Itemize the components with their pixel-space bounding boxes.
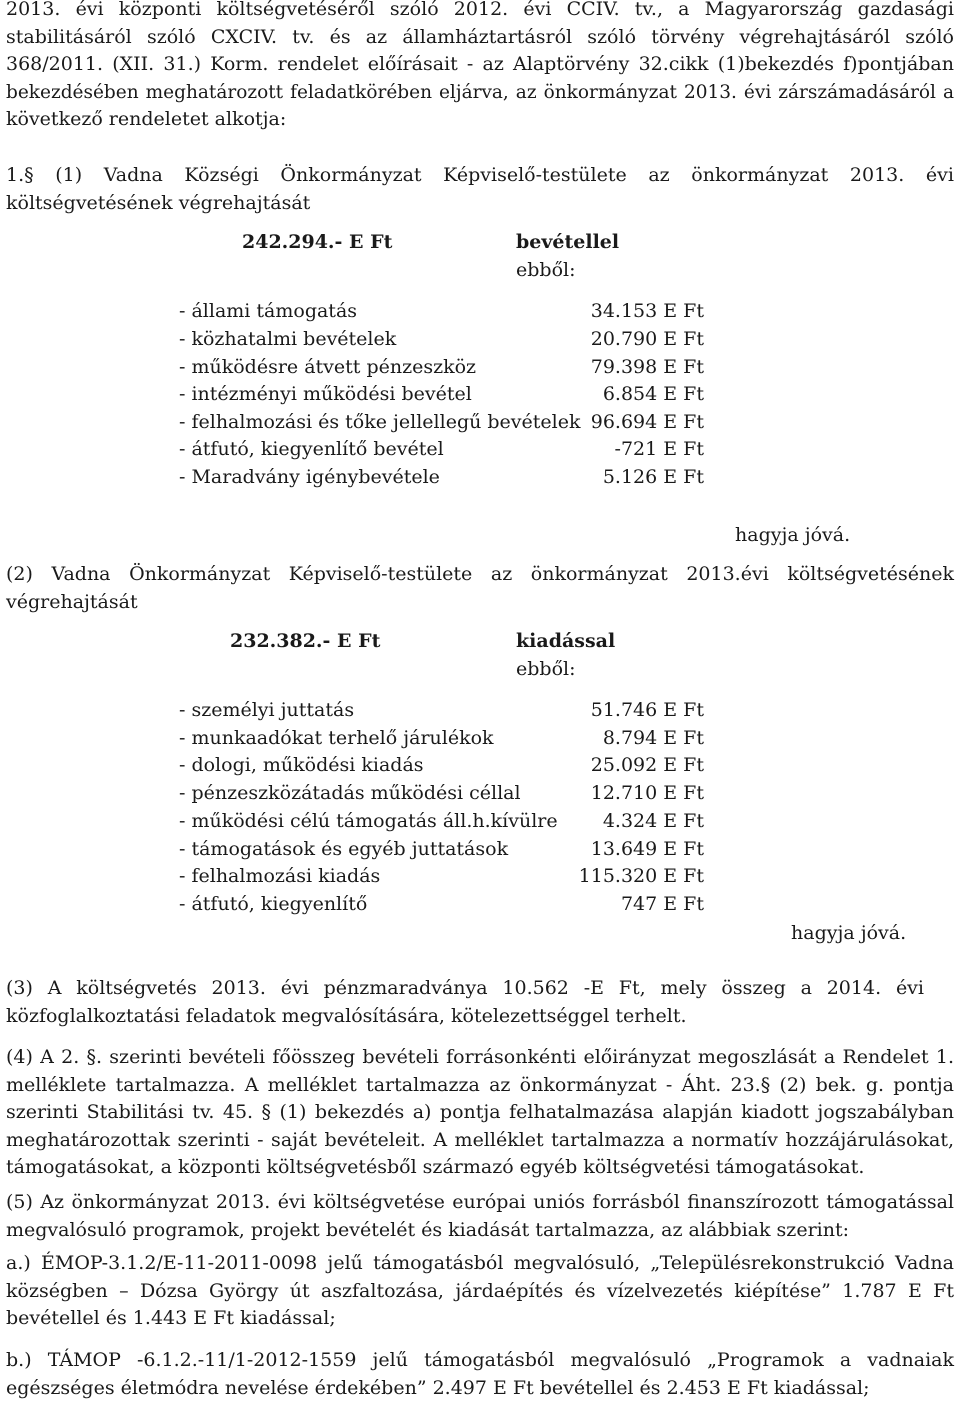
expense-row-label: - felhalmozási kiadás	[179, 865, 381, 887]
item-b-paragraph	[6, 1347, 954, 1402]
revenue-row	[6, 381, 954, 408]
section-1-line: 1.§ (1) Vadna Községi Önkormányzat Képviselő-testülete az önkormányzat 2013. évi	[6, 164, 954, 186]
revenue-row-label: - állami támogatás	[179, 300, 358, 322]
revenue-total: 242.294.- E Ft	[242, 231, 393, 253]
revenue-row-label: - közhatalmi bevételek	[179, 328, 397, 350]
expense-approve: hagyja jóvá.	[791, 922, 907, 944]
section-4-paragraph	[6, 1044, 954, 1182]
item-a-line: bevétellel és 1.443 E Ft kiadással;	[6, 1307, 336, 1329]
section-3-line: (3) A költségvetés 2013. évi pénzmaradványa 10.562 -E Ft, mely összeg a 2014. évi	[6, 977, 924, 999]
section-5-paragraph	[6, 1189, 954, 1244]
revenue-row-label: - felhalmozási és tőke jellellegű bevételek	[179, 411, 581, 433]
section-2-line: (2) Vadna Önkormányzat Képviselő-testülete az önkormányzat 2013.évi költségvetésének	[6, 563, 954, 585]
revenue-row	[6, 326, 954, 353]
revenue-row-value: 79.398 E Ft	[590, 356, 704, 378]
section-3-paragraph	[6, 975, 924, 1030]
expense-row-value: 4.324 E Ft	[602, 810, 704, 832]
revenue-row-label: - átfutó, kiegyenlítő bevétel	[179, 438, 444, 460]
section-3-line: közfoglalkoztatási feladatok megvalósítására, kötelezettséggel terhelt.	[6, 1004, 687, 1027]
revenue-row	[6, 354, 954, 381]
revenue-row-value: -721 E Ft	[614, 438, 704, 460]
revenue-row	[6, 464, 954, 491]
expense-row	[6, 780, 954, 807]
expense-row-label: - dologi, működési kiadás	[179, 754, 424, 776]
expense-row-value: 115.320 E Ft	[578, 865, 704, 887]
intro-line: 368/2011. (XII. 31.) Korm. rendelet előírásait - az Alaptörvény 32.cikk (1)bekezdés f)pontjában	[6, 53, 954, 75]
expense-row-label: - pénzeszközátadás működési céllal	[179, 782, 521, 804]
revenue-row-value: 34.153 E Ft	[590, 300, 704, 322]
expense-row-value: 13.649 E Ft	[590, 838, 704, 860]
expense-row-label: - munkaadókat terhelő járulékok	[179, 727, 494, 749]
intro-line: következő rendeletet alkotja:	[6, 108, 287, 130]
expense-row-label: - támogatások és egyéb juttatások	[179, 838, 509, 860]
section-2-paragraph	[6, 561, 954, 616]
item-a-paragraph	[6, 1250, 954, 1333]
intro-line: 2013. évi központi költségvetéséről szóló 2012. évi CCIV. tv., a Magyarország gazdasági	[6, 0, 954, 20]
revenue-label: bevétellel	[516, 231, 620, 253]
revenue-approve: hagyja jóvá.	[735, 524, 851, 546]
expense-row	[6, 725, 954, 752]
expense-row-label: - személyi juttatás	[179, 699, 355, 721]
expense-row	[6, 808, 954, 835]
revenue-row-value: 5.126 E Ft	[602, 466, 704, 488]
intro-line: stabilitásáról szóló CXCIV. tv. és az államháztartásról szóló törvény végrehajtásáról szóló	[6, 25, 954, 48]
item-a-line: községben – Dózsa György út aszfaltozása, járdaépítés és vízelvezetés kiépítése” 1.787 E Ft	[6, 1279, 954, 1302]
expense-of-which: ebből:	[516, 658, 576, 680]
expense-total: 232.382.- E Ft	[230, 630, 381, 652]
section-4-line: szerinti Stabilitási tv. 45. § (1) bekezdés a) pontja felhatalmazása alapján kiadott jogszabályban	[6, 1101, 954, 1123]
expense-row	[6, 752, 954, 779]
revenue-row-label: - intézményi működési bevétel	[179, 383, 472, 405]
section-1-paragraph	[6, 162, 954, 217]
intro-paragraph	[6, 0, 954, 134]
expense-row-label: - átfutó, kiegyenlítő	[179, 893, 368, 915]
revenue-row-label: - működésre átvett pénzeszköz	[179, 356, 477, 378]
expense-row-value: 25.092 E Ft	[590, 754, 704, 776]
revenue-of-which: ebből:	[516, 259, 576, 281]
item-a-line: a.) ÉMOP-3.1.2/E-11-2011-0098 jelű támogatásból megvalósuló, „Településrekonstrukció Vadna	[6, 1252, 954, 1274]
revenue-row-label: - Maradvány igénybevétele	[179, 466, 440, 488]
section-4-line: támogatásokat, a központi költségvetésből származó egyéb költségvetési támogatásokat.	[6, 1156, 865, 1178]
expense-row-value: 12.710 E Ft	[590, 782, 704, 804]
expense-row	[6, 891, 954, 918]
section-4-line: melléklete tartalmazza. A melléklet tartalmazza az önkormányzat - Áht. 23.§ (2) bek. g. pontja	[6, 1073, 954, 1096]
revenue-row-value: 20.790 E Ft	[590, 328, 704, 350]
expense-row-label: - működési célú támogatás áll.h.kívülre	[179, 810, 558, 832]
intro-line: bekezdésében meghatározott feladatkörében eljárva, az önkormányzat 2013. évi zárszámadásáról a	[6, 81, 954, 103]
expense-row-value: 747 E Ft	[620, 893, 704, 915]
expense-row	[6, 836, 954, 863]
item-b-line: egészséges életmódra nevelése érdekében” 2.497 E Ft bevétellel és 2.453 E Ft kiadással;	[6, 1376, 870, 1399]
revenue-row	[6, 298, 954, 325]
expense-row-value: 8.794 E Ft	[602, 727, 704, 749]
section-4-line: meghatározottak szerinti - saját bevételeit. A melléklet tartalmazza a normatív hozzájárulásokat,	[6, 1128, 954, 1151]
revenue-row-value: 96.694 E Ft	[590, 411, 704, 433]
expense-row-value: 51.746 E Ft	[590, 699, 704, 721]
revenue-row-value: 6.854 E Ft	[602, 383, 704, 405]
expense-row	[6, 863, 954, 890]
section-1-line: költségvetésének végrehajtását	[6, 191, 311, 214]
expense-label: kiadással	[516, 630, 616, 652]
section-5-line: megvalósuló programok, projekt bevételét és kiadását tartalmazza, az alábbiak szerint:	[6, 1218, 849, 1241]
revenue-row	[6, 409, 954, 436]
section-5-line: (5) Az önkormányzat 2013. évi költségvetése európai uniós forrásból finanszírozott támogatással	[6, 1191, 954, 1213]
section-2-line: végrehajtását	[6, 590, 138, 613]
item-b-line: b.) TÁMOP -6.1.2.-11/1-2012-1559 jelű támogatásból megvalósuló „Programok a vadnaiak	[6, 1349, 954, 1371]
revenue-row	[6, 436, 954, 463]
expense-row	[6, 697, 954, 724]
section-4-line: (4) A 2. §. szerinti bevételi főösszeg bevételi forrásonkénti előirányzat megoszlását a Rendelet 1.	[6, 1046, 954, 1068]
